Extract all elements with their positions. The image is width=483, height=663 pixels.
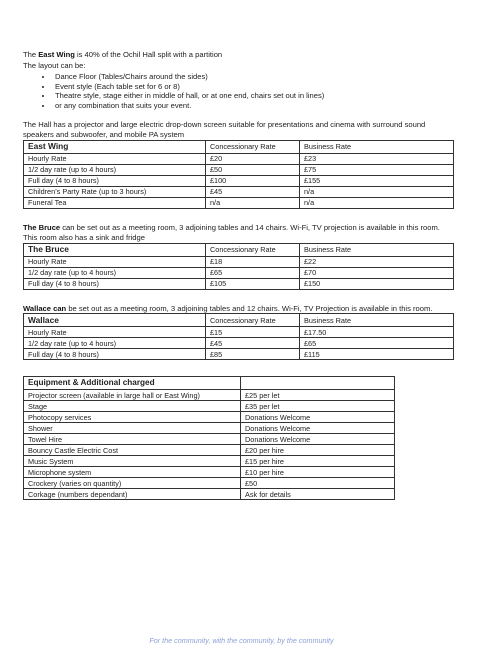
document-body bbox=[23, 50, 453, 500]
concession-rate: £65 bbox=[206, 267, 300, 278]
table-row bbox=[24, 401, 395, 412]
hall-description: The Hall has a projector and large electric drop-down screen suitable for presentations and cinema with surround sound speakers and subwoofer, and mobile PA system bbox=[23, 120, 426, 140]
rate-label: Hourly Rate bbox=[24, 327, 206, 338]
table-row bbox=[24, 349, 454, 360]
business-rate: £75 bbox=[300, 164, 454, 175]
equipment-item: Microphone system bbox=[24, 467, 241, 478]
empty-header-cell bbox=[241, 377, 395, 390]
layout-list bbox=[23, 72, 453, 111]
table-title: Wallace bbox=[24, 314, 206, 327]
bruce-name: The Bruce bbox=[23, 222, 61, 232]
table-row bbox=[24, 390, 395, 401]
table-row bbox=[24, 327, 454, 338]
table-row bbox=[24, 456, 395, 467]
layout-bullet: • Dance Floor (Tables/Chairs around the sides) bbox=[53, 72, 453, 82]
east-wing-rates-table bbox=[23, 140, 454, 209]
business-rate: £17.50 bbox=[300, 327, 454, 338]
table-row bbox=[24, 412, 395, 423]
business-rate: n/a bbox=[300, 186, 454, 197]
equipment-price: £10 per hire bbox=[241, 467, 395, 478]
column-header: Concessionary Rate bbox=[206, 314, 300, 327]
rate-label: Hourly Rate bbox=[24, 256, 206, 267]
wallace-rates-table bbox=[23, 313, 454, 360]
east-wing-name: East Wing bbox=[38, 50, 75, 59]
equipment-price: Donations Welcome bbox=[241, 412, 395, 423]
table-row bbox=[24, 175, 454, 186]
bruce-rates-table bbox=[23, 243, 454, 290]
table-row bbox=[24, 164, 454, 175]
table-row bbox=[24, 153, 454, 164]
table-row bbox=[24, 423, 395, 434]
column-header: Business Rate bbox=[300, 243, 454, 256]
business-rate: £115 bbox=[300, 349, 454, 360]
concession-rate: £18 bbox=[206, 256, 300, 267]
layout-bullet: • Theatre style, stage either in middle of hall, or at one end, chairs set out in lines) bbox=[53, 91, 453, 101]
east-wing-intro bbox=[23, 50, 453, 60]
footer-tagline: For the community, with the community, by the community bbox=[149, 636, 334, 645]
equipment-table bbox=[23, 376, 395, 500]
equipment-item: Shower bbox=[24, 423, 241, 434]
business-rate: £150 bbox=[300, 278, 454, 289]
concession-rate: £20 bbox=[206, 153, 300, 164]
wallace-desc: be set out as a meeting room, 3 adjoining tables and 12 chairs. Wi-Fi, TV Projection is available in this room. bbox=[66, 303, 433, 313]
table-title: East Wing bbox=[24, 140, 206, 153]
wallace-description bbox=[23, 304, 453, 314]
business-rate: n/a bbox=[300, 197, 454, 208]
table-row bbox=[24, 338, 454, 349]
equipment-item: Photocopy services bbox=[24, 412, 241, 423]
rate-label: Full day (4 to 8 hours) bbox=[24, 349, 206, 360]
bruce-description bbox=[23, 223, 453, 243]
equipment-price: Donations Welcome bbox=[241, 423, 395, 434]
business-rate: £70 bbox=[300, 267, 454, 278]
layout-label: The layout can be: bbox=[23, 60, 86, 70]
business-rate: £23 bbox=[300, 153, 454, 164]
equipment-item: Corkage (numbers dependant) bbox=[24, 489, 241, 500]
column-header: Concessionary Rate bbox=[206, 243, 300, 256]
business-rate: £155 bbox=[300, 175, 454, 186]
table-row bbox=[24, 445, 395, 456]
concession-rate: £85 bbox=[206, 349, 300, 360]
business-rate: £22 bbox=[300, 256, 454, 267]
equipment-price: Donations Welcome bbox=[241, 434, 395, 445]
table-row bbox=[24, 197, 454, 208]
bruce-desc: be set out as a meeting room, 3 adjoining tables and 14 chairs. Wi-Fi, TV projection is available in this room. This room also has a sink and fridge bbox=[23, 222, 440, 242]
table-row bbox=[24, 489, 395, 500]
rate-label: 1/2 day rate (up to 4 hours) bbox=[24, 338, 206, 349]
equipment-price: Ask for details bbox=[241, 489, 395, 500]
bruce-can: can bbox=[60, 222, 75, 232]
concession-rate: £45 bbox=[206, 186, 300, 197]
layout-bullet: • Event style (Each table set for 6 or 8) bbox=[53, 82, 453, 92]
concession-rate: n/a bbox=[206, 197, 300, 208]
table-header-row bbox=[24, 140, 454, 153]
equipment-price: £20 per hire bbox=[241, 445, 395, 456]
column-header: Business Rate bbox=[300, 140, 454, 153]
equipment-item: Stage bbox=[24, 401, 241, 412]
equipment-price: £15 per hire bbox=[241, 456, 395, 467]
intro-rest: is 40% of the Ochil Hall split with a partition bbox=[74, 50, 223, 59]
equipment-item: Crockery (varies on quantity) bbox=[24, 478, 241, 489]
rate-label: 1/2 day rate (up to 4 hours) bbox=[24, 267, 206, 278]
equipment-item: Music System bbox=[24, 456, 241, 467]
table-title: The Bruce bbox=[24, 243, 206, 256]
layout-bullet: • or any combination that suits your event. bbox=[53, 101, 453, 111]
rate-label: Full day (4 to 8 hours) bbox=[24, 278, 206, 289]
equipment-price: £50 bbox=[241, 478, 395, 489]
equipment-item: Bouncy Castle Electric Cost bbox=[24, 445, 241, 456]
equipment-price: £25 per let bbox=[241, 390, 395, 401]
business-rate: £65 bbox=[300, 338, 454, 349]
concession-rate: £105 bbox=[206, 278, 300, 289]
table-row bbox=[24, 256, 454, 267]
equipment-item: Projector screen (available in large hall or East Wing) bbox=[24, 390, 241, 401]
rate-label: Children’s Party Rate (up to 3 hours) bbox=[24, 186, 206, 197]
concession-rate: £45 bbox=[206, 338, 300, 349]
intro-lead: The bbox=[23, 50, 39, 59]
concession-rate: £100 bbox=[206, 175, 300, 186]
table-title: Equipment & Additional charged bbox=[24, 377, 241, 390]
equipment-price: £35 per let bbox=[241, 401, 395, 412]
table-row bbox=[24, 186, 454, 197]
table-row bbox=[24, 478, 395, 489]
rate-label: Funeral Tea bbox=[24, 197, 206, 208]
rate-label: 1/2 day rate (up to 4 hours) bbox=[24, 164, 206, 175]
wallace-name: Wallace can bbox=[23, 303, 67, 313]
table-row bbox=[24, 467, 395, 478]
column-header: Business Rate bbox=[300, 314, 454, 327]
table-header-row bbox=[24, 243, 454, 256]
table-row bbox=[24, 434, 395, 445]
equipment-item: Towel Hire bbox=[24, 434, 241, 445]
column-header: Concessionary Rate bbox=[206, 140, 300, 153]
rate-label: Hourly Rate bbox=[24, 153, 206, 164]
table-row bbox=[24, 278, 454, 289]
table-row bbox=[24, 267, 454, 278]
concession-rate: £15 bbox=[206, 327, 300, 338]
table-header-row bbox=[24, 314, 454, 327]
concession-rate: £50 bbox=[206, 164, 300, 175]
table-header-row bbox=[24, 377, 395, 390]
rate-label: Full day (4 to 8 hours) bbox=[24, 175, 206, 186]
